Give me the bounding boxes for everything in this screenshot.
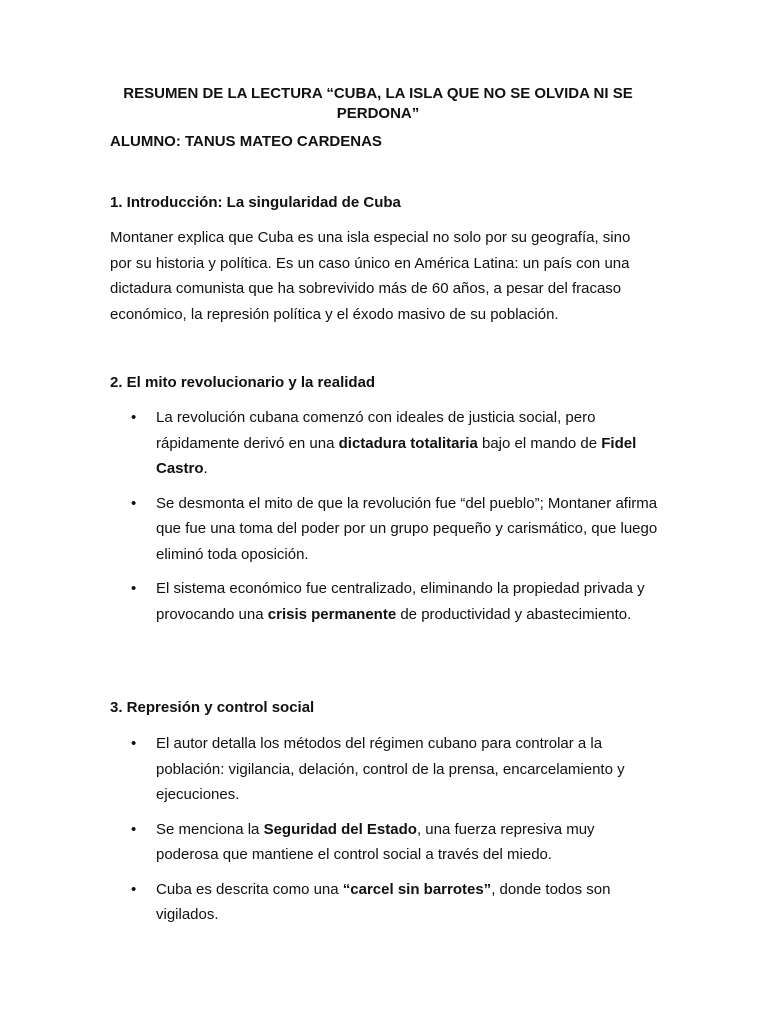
item-text: La revolución cubana comenzó con ideales de justicia social, pero rápidamente derivó en una (156, 409, 596, 452)
student-name: ALUMNO: TANUS MATEO CARDENAS (110, 133, 382, 150)
list-item (110, 877, 660, 928)
bullet-icon: • (131, 494, 137, 512)
section-2-heading: 2. El mito revolucionario y la realidad (110, 374, 376, 391)
emphasis-text: “carcel sin barrotes” (342, 880, 492, 898)
item-text: bajo el mando de (477, 434, 602, 452)
bullet-icon: • (131, 820, 137, 838)
bullet-icon: • (131, 880, 137, 898)
list-item (110, 576, 660, 627)
section-1-paragraph: Montaner explica que Cuba es una isla especial no solo por su geografía, sino por su historia y política. Es un caso único en América Latina: un país con una dictadura comunista que ha sobrevivido más de 60 años, a pesar del fracaso económico, la represión política y el éxodo masivo de su población. (110, 229, 631, 323)
section-3-heading: 3. Represión y control social (110, 699, 315, 716)
list-item (110, 405, 660, 482)
section-2-list (110, 405, 660, 627)
item-text: , una fuerza represiva muy poderosa que mantiene el control social a través del miedo. (156, 820, 595, 863)
bullet-icon: • (131, 580, 137, 597)
emphasis-text: Fidel Castro (156, 434, 637, 477)
emphasis-text: dictadura totalitaria (338, 434, 478, 452)
list-item (110, 491, 660, 568)
list-item (110, 817, 660, 868)
emphasis-text: Seguridad del Estado (263, 820, 417, 838)
bullet-icon: • (131, 409, 137, 426)
item-text: Se menciona la (156, 820, 264, 838)
bullet-icon: • (131, 735, 137, 752)
item-text: Se desmonta el mito de que la revolución fue “del pueblo”; Montaner afirma que fue una toma del poder por un grupo pequeño y carismático, que luego eliminó toda oposición. (156, 494, 658, 563)
item-text: El sistema económico fue centralizado, eliminando la propiedad privada y provocando una (156, 580, 645, 623)
section-3-list (110, 731, 660, 928)
item-text: El autor detalla los métodos del régimen cubano para controlar a la población: vigilancia, delación, control de la prensa, encarcelamiento y ejecuciones. (156, 735, 625, 803)
emphasis-text: crisis permanente (267, 605, 397, 623)
list-item (110, 731, 660, 808)
item-text: Cuba es descrita como una (156, 880, 343, 898)
item-text: de productividad y abastecimiento. (396, 605, 632, 623)
item-text: . (203, 460, 208, 477)
document-title: RESUMEN DE LA LECTURA “CUBA, LA ISLA QUE NO SE OLVIDA NI SE PERDONA” (123, 85, 633, 122)
item-text: , donde todos son vigilados. (156, 880, 611, 923)
section-1-heading: 1. Introducción: La singularidad de Cuba (110, 194, 401, 211)
